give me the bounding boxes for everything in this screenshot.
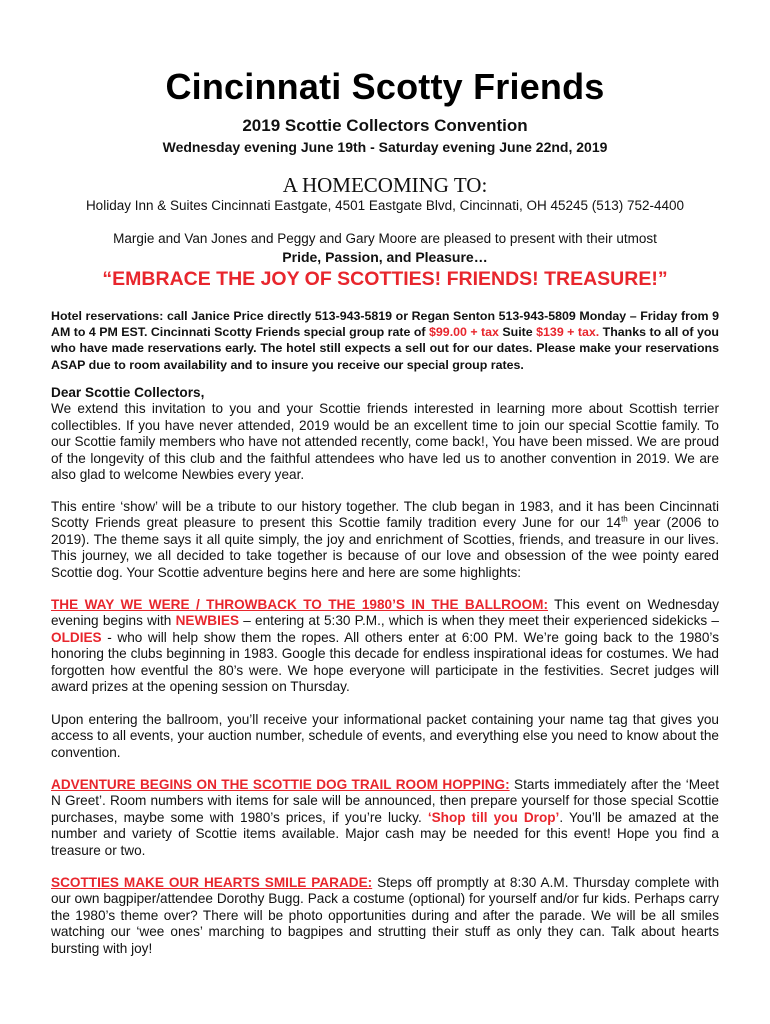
throwback-text-1: This event on Wednesday evening begins with xyxy=(51,597,719,629)
throwback-text-2: – entering at 5:30 P.M., which is when they meet their experienced sidekicks – xyxy=(239,613,719,629)
adventure-paragraph xyxy=(51,777,719,859)
convention-dates: Wednesday evening June 19th - Saturday evening June 22nd, 2019 xyxy=(162,139,608,155)
hotel-reservations-paragraph xyxy=(51,308,719,373)
adventure-text-2: . You’ll be amazed at the number and variety of Scottie items available. Major cash may be needed for this event! Hope you find a treasure or two. xyxy=(51,809,719,858)
parade-paragraph xyxy=(51,875,719,957)
hosts-line: Margie and Van Jones and Peggy and Gary Moore are pleased to present with their utmost xyxy=(113,231,657,246)
homecoming-heading: A HOMECOMING TO: xyxy=(282,173,488,197)
throwback-paragraph xyxy=(51,597,719,695)
show-text-2: year (2006 to 2019). The theme says it all quite simply, the joy and enrichment of Scotties, friends, and treasure in our lives. This journey, we all decided to take together is because of our love and obsession of the wee pointy eared Scottie dog. Your Scottie adventure begins here and here are some highlights: xyxy=(51,515,719,580)
throwback-text-3: - who will help show them the ropes. All others enter at 6:00 PM. We’re going back to the 1980’s honoring the clubs beginning in 1983. Google this decade for endless inspirational ideas for costumes. We had forgotten how eventful the 80’s were. We hope everyone will participate in the festivities. Secret judges will award prizes at the opening session on Thursday. xyxy=(51,629,719,695)
parade-text: Steps off promptly at 8:30 A.M. Thursday complete with our own bagpiper/attendee Dorothy Bugg. Pack a costume (optional) for yourself and/or fur kids. Perhaps carry the 1980’s theme over? There will be photo opportunities during and after the parade. We will be all smiles watching our ‘wee ones’ marching to bagpipes and strutting their stuff as only they can. Talk about hearts bursting with joy! xyxy=(51,875,719,956)
newbies-label: NEWBIES xyxy=(175,613,240,629)
shop-till-you-drop: ‘Shop till you Drop’ xyxy=(427,809,560,825)
adventure-text-1: Starts immediately after the ‘Meet N Greet’. Room numbers with items for sale will be announced, then prepare yourself for those special Scottie purchases, maybe some with 1980’s prices, if you’re lucky. xyxy=(51,777,720,825)
letter-greeting: Dear Scottie Collectors, xyxy=(51,385,205,400)
adventure-heading: ADVENTURE BEGINS ON THE SCOTTIE DOG TRAIL ROOM HOPPING: xyxy=(51,777,510,792)
convention-subtitle: 2019 Scottie Collectors Convention xyxy=(242,116,528,135)
oldies-label: OLDIES xyxy=(51,629,102,645)
show-text-1: This entire ‘show’ will be a tribute to our history together. The club began in 1983, and it has been Cincinnati Scotty Friends great pleasure to present this Scottie family tradition every June for our 14 xyxy=(51,499,719,531)
page-title: Cincinnati Scotty Friends xyxy=(165,66,605,107)
pride-line: Pride, Passion, and Pleasure… xyxy=(282,249,488,265)
parade-heading: SCOTTIES MAKE OUR HEARTS SMILE PARADE: xyxy=(51,875,373,890)
hotel-text-1: Hotel reservations: call Janice Price directly 513-943-5819 or Regan Senton 513-943-5809 Monday – Friday from 9 AM to 4 PM EST. Cincinnati Scotty Friends special group rate of xyxy=(51,309,719,340)
embrace-slogan: “EMBRACE THE JOY OF SCOTTIES! FRIENDS! TREASURE!” xyxy=(102,268,668,290)
suite-rate: $139 + tax. xyxy=(536,325,600,340)
letter-intro: We extend this invitation to you and your Scottie friends interested in learning more about Scottish terrier collectibles. If you have never attended, 2019 would be an excellent time to join our special Scottie family. To our Scottie family members who have not attended recently, come back!, You have been missed. We are proud of the longevity of this club and the faithful attendees who have led us to another convention in 2019. We are also glad to welcome Newbies every year. xyxy=(51,401,719,483)
letter-intro-paragraph xyxy=(51,385,719,483)
ballroom-paragraph: Upon entering the ballroom, you’ll receive your informational packet containing your name tag that gives you access to all events, your auction number, schedule of events, and everything else you need to know about the convention. xyxy=(51,712,719,760)
group-rate: $99.00 + tax xyxy=(429,325,499,340)
hotel-text-3: Thanks to all of you who have made reservations early. The hotel still expects a sell out for our dates. Please make your reservations ASAP due to room availability and to insure you receive our special group rates. xyxy=(51,325,719,372)
hotel-text-2: Suite xyxy=(498,325,537,340)
hotel-address: Holiday Inn & Suites Cincinnati Eastgate, 4501 Eastgate Blvd, Cincinnati, OH 45245 (513) 752-4400 xyxy=(85,198,685,213)
show-paragraph xyxy=(51,499,719,581)
throwback-heading: THE WAY WE WERE / THROWBACK TO THE 1980’S IN THE BALLROOM: xyxy=(51,597,548,612)
ordinal-suffix: th xyxy=(621,514,628,524)
